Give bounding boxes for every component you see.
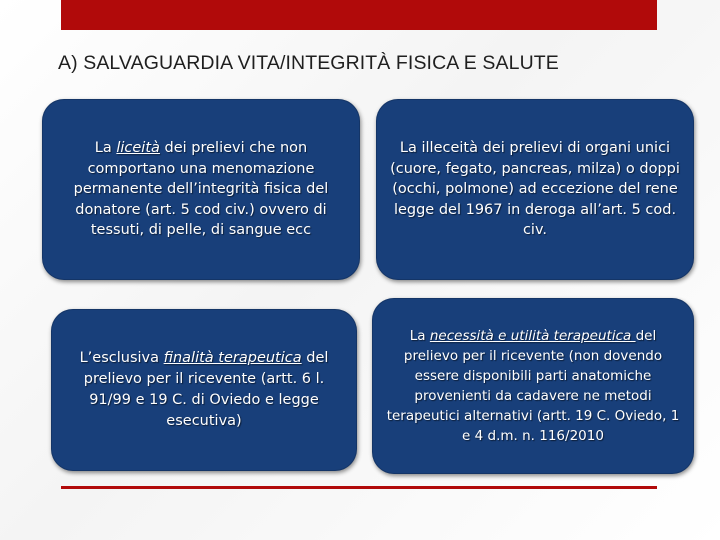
- box-finalita-emphasis: finalità terapeutica: [163, 350, 302, 366]
- slide-title: A) SALVAGUARDIA VITA/INTEGRITÀ FISICA E SALUTE: [58, 52, 559, 74]
- box-liceita-post: dei prelievi che non comportano una menomazione permanente dell’integrità fisica del donatore (art. 5 cod civ.) ovvero di tessuti, di pelle, di sangue ecc: [73, 140, 329, 239]
- bottom-accent-line: [61, 486, 657, 489]
- box-illeceita-text: La illeceità dei prelievi di organi unici (cuore, fegato, pancreas, milza) o doppi (occhi, polmone) ad eccezione del rene legge del 1967 in deroga all’art. 5 cod. civ.: [390, 140, 680, 239]
- box-finalita-text: [63, 348, 345, 432]
- box-liceita-text: [56, 138, 346, 241]
- box-liceita-pre: La: [94, 140, 117, 157]
- box-finalita: [51, 309, 357, 471]
- box-necessita-post: del prelievo per il ricevente (non dovendo essere disponibili parti anatomiche provenienti da cadavere ne metodi terapeutici alternativi (artt. 19 C. Oviedo, 1 e 4 d.m. n. 116/2010: [386, 328, 680, 444]
- box-necessita: [372, 298, 694, 474]
- box-necessita-text: [382, 326, 684, 446]
- top-accent-bar: [61, 0, 657, 30]
- box-necessita-emphasis: necessità e utilità terapeutica: [429, 328, 636, 344]
- box-liceita: [42, 99, 360, 280]
- box-finalita-post: del prelievo per il ricevente (artt. 6 l. 91/99 e 19 C. di Oviedo e legge esecutiva): [83, 350, 329, 429]
- box-liceita-emphasis: liceità: [116, 140, 160, 157]
- box-finalita-pre: L’esclusiva: [79, 350, 164, 366]
- box-illeceita: [376, 99, 694, 280]
- box-necessita-pre: La: [409, 328, 430, 344]
